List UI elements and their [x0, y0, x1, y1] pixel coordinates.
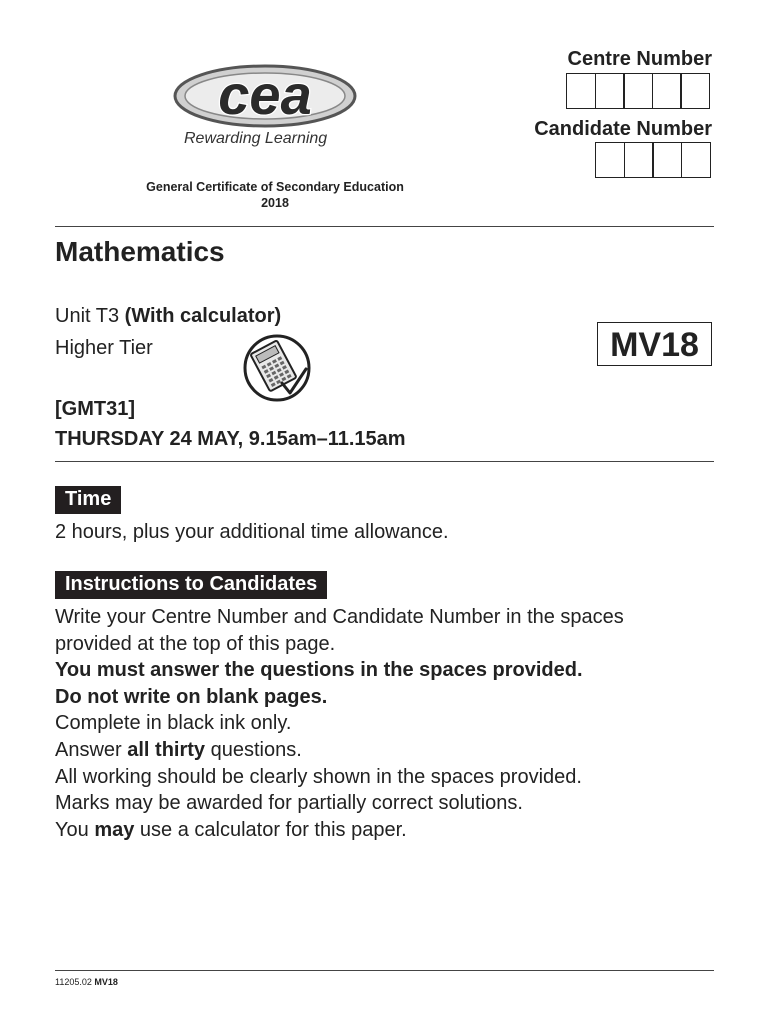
- unit-label: Unit T3: [55, 305, 125, 327]
- footer-paper-code: MV18: [94, 977, 118, 987]
- candidate-number-input[interactable]: [595, 142, 711, 178]
- subject-title: Mathematics: [55, 236, 225, 267]
- calculator-icon: [240, 333, 316, 403]
- exam-year: 2018: [261, 196, 289, 210]
- footer-code: [55, 977, 118, 987]
- instruction-line: Do not write on blank pages.: [55, 685, 328, 708]
- divider: [55, 970, 714, 971]
- instruction-line: Complete in black ink only.: [55, 712, 292, 735]
- footer-number: 11205.02: [55, 977, 95, 987]
- instruction-line: provided at the top of this page.: [55, 632, 336, 655]
- instruction-text: You: [55, 818, 95, 841]
- paper-reference: [GMT31]: [55, 398, 135, 420]
- qualification-title: General Certificate of Secondary Education: [146, 180, 404, 194]
- tier-label: Higher Tier: [55, 337, 153, 359]
- instructions-list: [55, 604, 725, 843]
- instruction-text: use a calculator for this paper.: [134, 818, 407, 841]
- logo-wordmark: cea: [218, 63, 312, 126]
- cea-logo: [170, 62, 360, 132]
- time-heading: Time: [55, 486, 121, 514]
- instruction-text: Answer: [55, 738, 128, 761]
- candidate-number-label: Candidate Number: [534, 118, 712, 140]
- instructions-heading: Instructions to Candidates: [55, 571, 327, 599]
- centre-number-input[interactable]: [566, 73, 710, 109]
- instruction-line: Marks may be awarded for partially correct solutions.: [55, 792, 523, 815]
- instruction-emphasis: all thirty: [127, 738, 206, 761]
- instruction-emphasis: may: [94, 818, 135, 841]
- exam-date-time: THURSDAY 24 MAY, 9.15am–11.15am: [55, 428, 406, 450]
- centre-number-label: Centre Number: [567, 48, 712, 70]
- unit-line: [55, 305, 281, 328]
- divider: [55, 226, 714, 227]
- instruction-text: questions.: [205, 738, 302, 761]
- calculator-status: (With calculator): [124, 305, 282, 327]
- paper-code-box: MV18: [597, 322, 712, 366]
- time-text: 2 hours, plus your additional time allowance.: [55, 521, 449, 543]
- logo-tagline: Rewarding Learning: [184, 130, 328, 147]
- divider: [55, 461, 714, 462]
- instruction-line: [55, 817, 725, 844]
- instruction-line: You must answer the questions in the spaces provided.: [55, 659, 583, 682]
- instruction-line: [55, 737, 725, 764]
- instruction-line: All working should be clearly shown in the spaces provided.: [55, 765, 582, 788]
- instruction-line: Write your Centre Number and Candidate Number in the spaces: [55, 606, 624, 628]
